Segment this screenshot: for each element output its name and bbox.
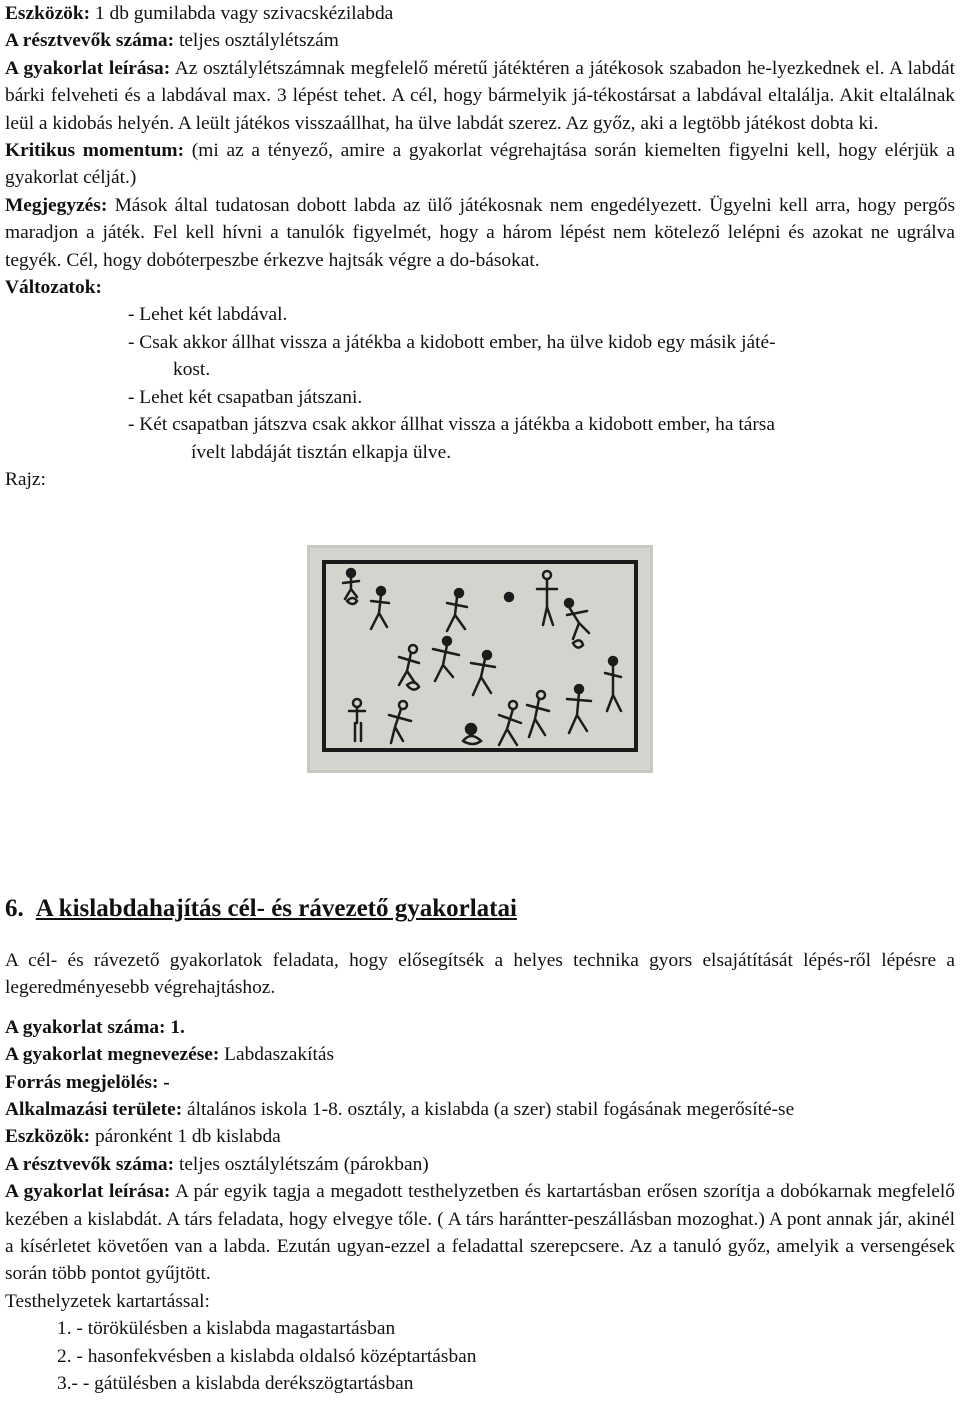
resztvevok-value: teljes osztálylétszám: [174, 30, 339, 52]
testhelyzetek-label: Testhelyzetek kartartással:: [5, 1290, 210, 1312]
section-title: A kislabdahajítás cél- és rávezető gyakorlatai: [35, 895, 517, 922]
list-item-text: - Két csapatban játszva csak akkor állhat vissza a játékba a kidobott ember, ha társa: [128, 414, 775, 436]
list-item: [5, 411, 955, 466]
court-drawing: [307, 545, 653, 773]
valtozatok-label: Változatok:: [5, 277, 102, 299]
resztvevok-line: [5, 27, 955, 54]
list-item: [5, 301, 955, 328]
court-sketch: [307, 545, 653, 773]
eszkozok2-value: páronként 1 db kislabda: [90, 1126, 281, 1148]
list-item-text: - Csak akkor állhat vissza a játékba a kidobott ember, ha ülve kidob egy másik játé-: [128, 331, 776, 353]
list-item-continuation: kost.: [173, 359, 211, 381]
rajz-heading: [5, 466, 955, 493]
eszkozok2-label: Eszközök:: [5, 1126, 91, 1148]
list-item-text: - Lehet két labdával.: [128, 304, 288, 326]
list-item-text: - Lehet két csapatban játszani.: [128, 386, 363, 408]
valtozatok-list: [5, 301, 955, 465]
leiras2-label: A gyakorlat leírása:: [5, 1181, 171, 1203]
alkalmazasi-line: [5, 1096, 955, 1123]
valtozatok-heading: [5, 274, 955, 301]
szama-line: [5, 1014, 955, 1041]
megnevezes-line: [5, 1041, 955, 1068]
section-heading: [5, 892, 517, 926]
leiras-paragraph: [5, 55, 955, 137]
list-item: 3.- - gátülésben a kislabda derékszögtartásban: [57, 1373, 414, 1395]
megjegyzes-label: Megjegyzés:: [5, 194, 108, 216]
megnevezes-value: Labdaszakítás: [219, 1044, 334, 1066]
forras-line: [5, 1069, 955, 1096]
document-page: [5, 0, 955, 493]
megnevezes-label: A gyakorlat megnevezése:: [5, 1044, 220, 1066]
rajz-label: Rajz:: [5, 468, 46, 490]
resztvevok2-label: A résztvevők száma:: [5, 1153, 175, 1175]
leiras-value: Az osztálylétszámnak megfelelő méretű játéktéren a játékosok szabadon he-lyezkednek el. A labdát bárki felveheti és a labdával max. 3 lépést tehet. A cél, hogy bármelyik já-tékostársat a labdával eltalálja. Akit eltalálnak leül a kidobás helyén. A leült játékos visszaállhat, ha ülve labdát szerez. Az győz, aki a legtöbb játékost dobta ki.: [5, 57, 955, 134]
eszkozok-value: 1 db gumilabda vagy szivacskézilabda: [90, 3, 394, 24]
resztvevok-label: A résztvevők száma:: [5, 30, 175, 52]
intro-paragraph: [5, 947, 955, 1002]
eszkozok-line: [5, 0, 955, 27]
resztvevok2-value: teljes osztálylétszám (párokban): [174, 1153, 429, 1175]
resztvevok2-line: [5, 1151, 955, 1178]
kritikus-paragraph: [5, 137, 955, 192]
alkalmazasi-value: általános iskola 1-8. osztály, a kislabda (a szer) stabil fogásának megerősíté-se: [182, 1099, 795, 1121]
alkalmazasi-label: Alkalmazási területe:: [5, 1099, 183, 1121]
list-item: [5, 384, 955, 411]
list-item: 1. - törökülésben a kislabda magastartásban: [57, 1318, 396, 1340]
szama-label: A gyakorlat száma: 1.: [5, 1016, 185, 1038]
leiras-label: A gyakorlat leírása:: [5, 57, 171, 79]
megjegyzes-value: Mások által tudatosan dobott labda az ülő játékosnak nem engedélyezett. Ügyelni kell arra, hogy pergős maradjon a játék. Fel kell hívni a tanulók figyelmét, hogy a három lépést nem kötelező lelépni és azokat ne ugrálva tegyék. Cél, hogy dobóterpeszbe érkezve hajtsák végre a do-básokat.: [5, 194, 955, 271]
section-body: [5, 947, 955, 1398]
list-item: 2. - hasonfekvésben a kislabda oldalsó középtartásban: [57, 1345, 477, 1367]
kritikus-value: (mi az a tényező, amire a gyakorlat végrehajtása során kiemelten figyelni kell, hogy elérjük a gyakorlat célját.): [5, 140, 955, 189]
forras-label: Forrás megjelölés: -: [5, 1071, 170, 1093]
leiras2-paragraph: [5, 1178, 955, 1288]
list-item: [5, 329, 955, 384]
intro-text: A cél- és rávezető gyakorlatok feladata, hogy elősegítsék a helyes technika gyors elsajátítását lépés-ről lépésre a legeredményesebb végrehajtáshoz.: [5, 950, 955, 999]
testhelyzetek-list: [5, 1315, 955, 1397]
eszkozok2-line: [5, 1123, 955, 1150]
section-number: 6.: [5, 895, 24, 922]
leiras2-value: A pár egyik tagja a megadott testhelyzetben és kartartásban erősen szorítja a dobókarnak megfelelő kezében a kislabdát. A társ feladata, hogy elvegye tőle. ( A társ harántter-peszállásban mozoghat.) A pont annak jár, akinél a kísérletet követően van a labda. Ezután ugyan-ezzel a feladattal szerepcsere. Az a tanuló győz, amelyik a versengések során több pontot gyűjtött.: [5, 1181, 955, 1285]
kritikus-label: Kritikus momentum:: [5, 140, 185, 162]
list-item-continuation: ívelt labdáját tisztán elkapja ülve.: [191, 441, 452, 463]
testhelyzetek-line: [5, 1288, 955, 1315]
megjegyzes-paragraph: [5, 192, 955, 274]
eszkozok-label: Eszközök:: [5, 3, 91, 24]
